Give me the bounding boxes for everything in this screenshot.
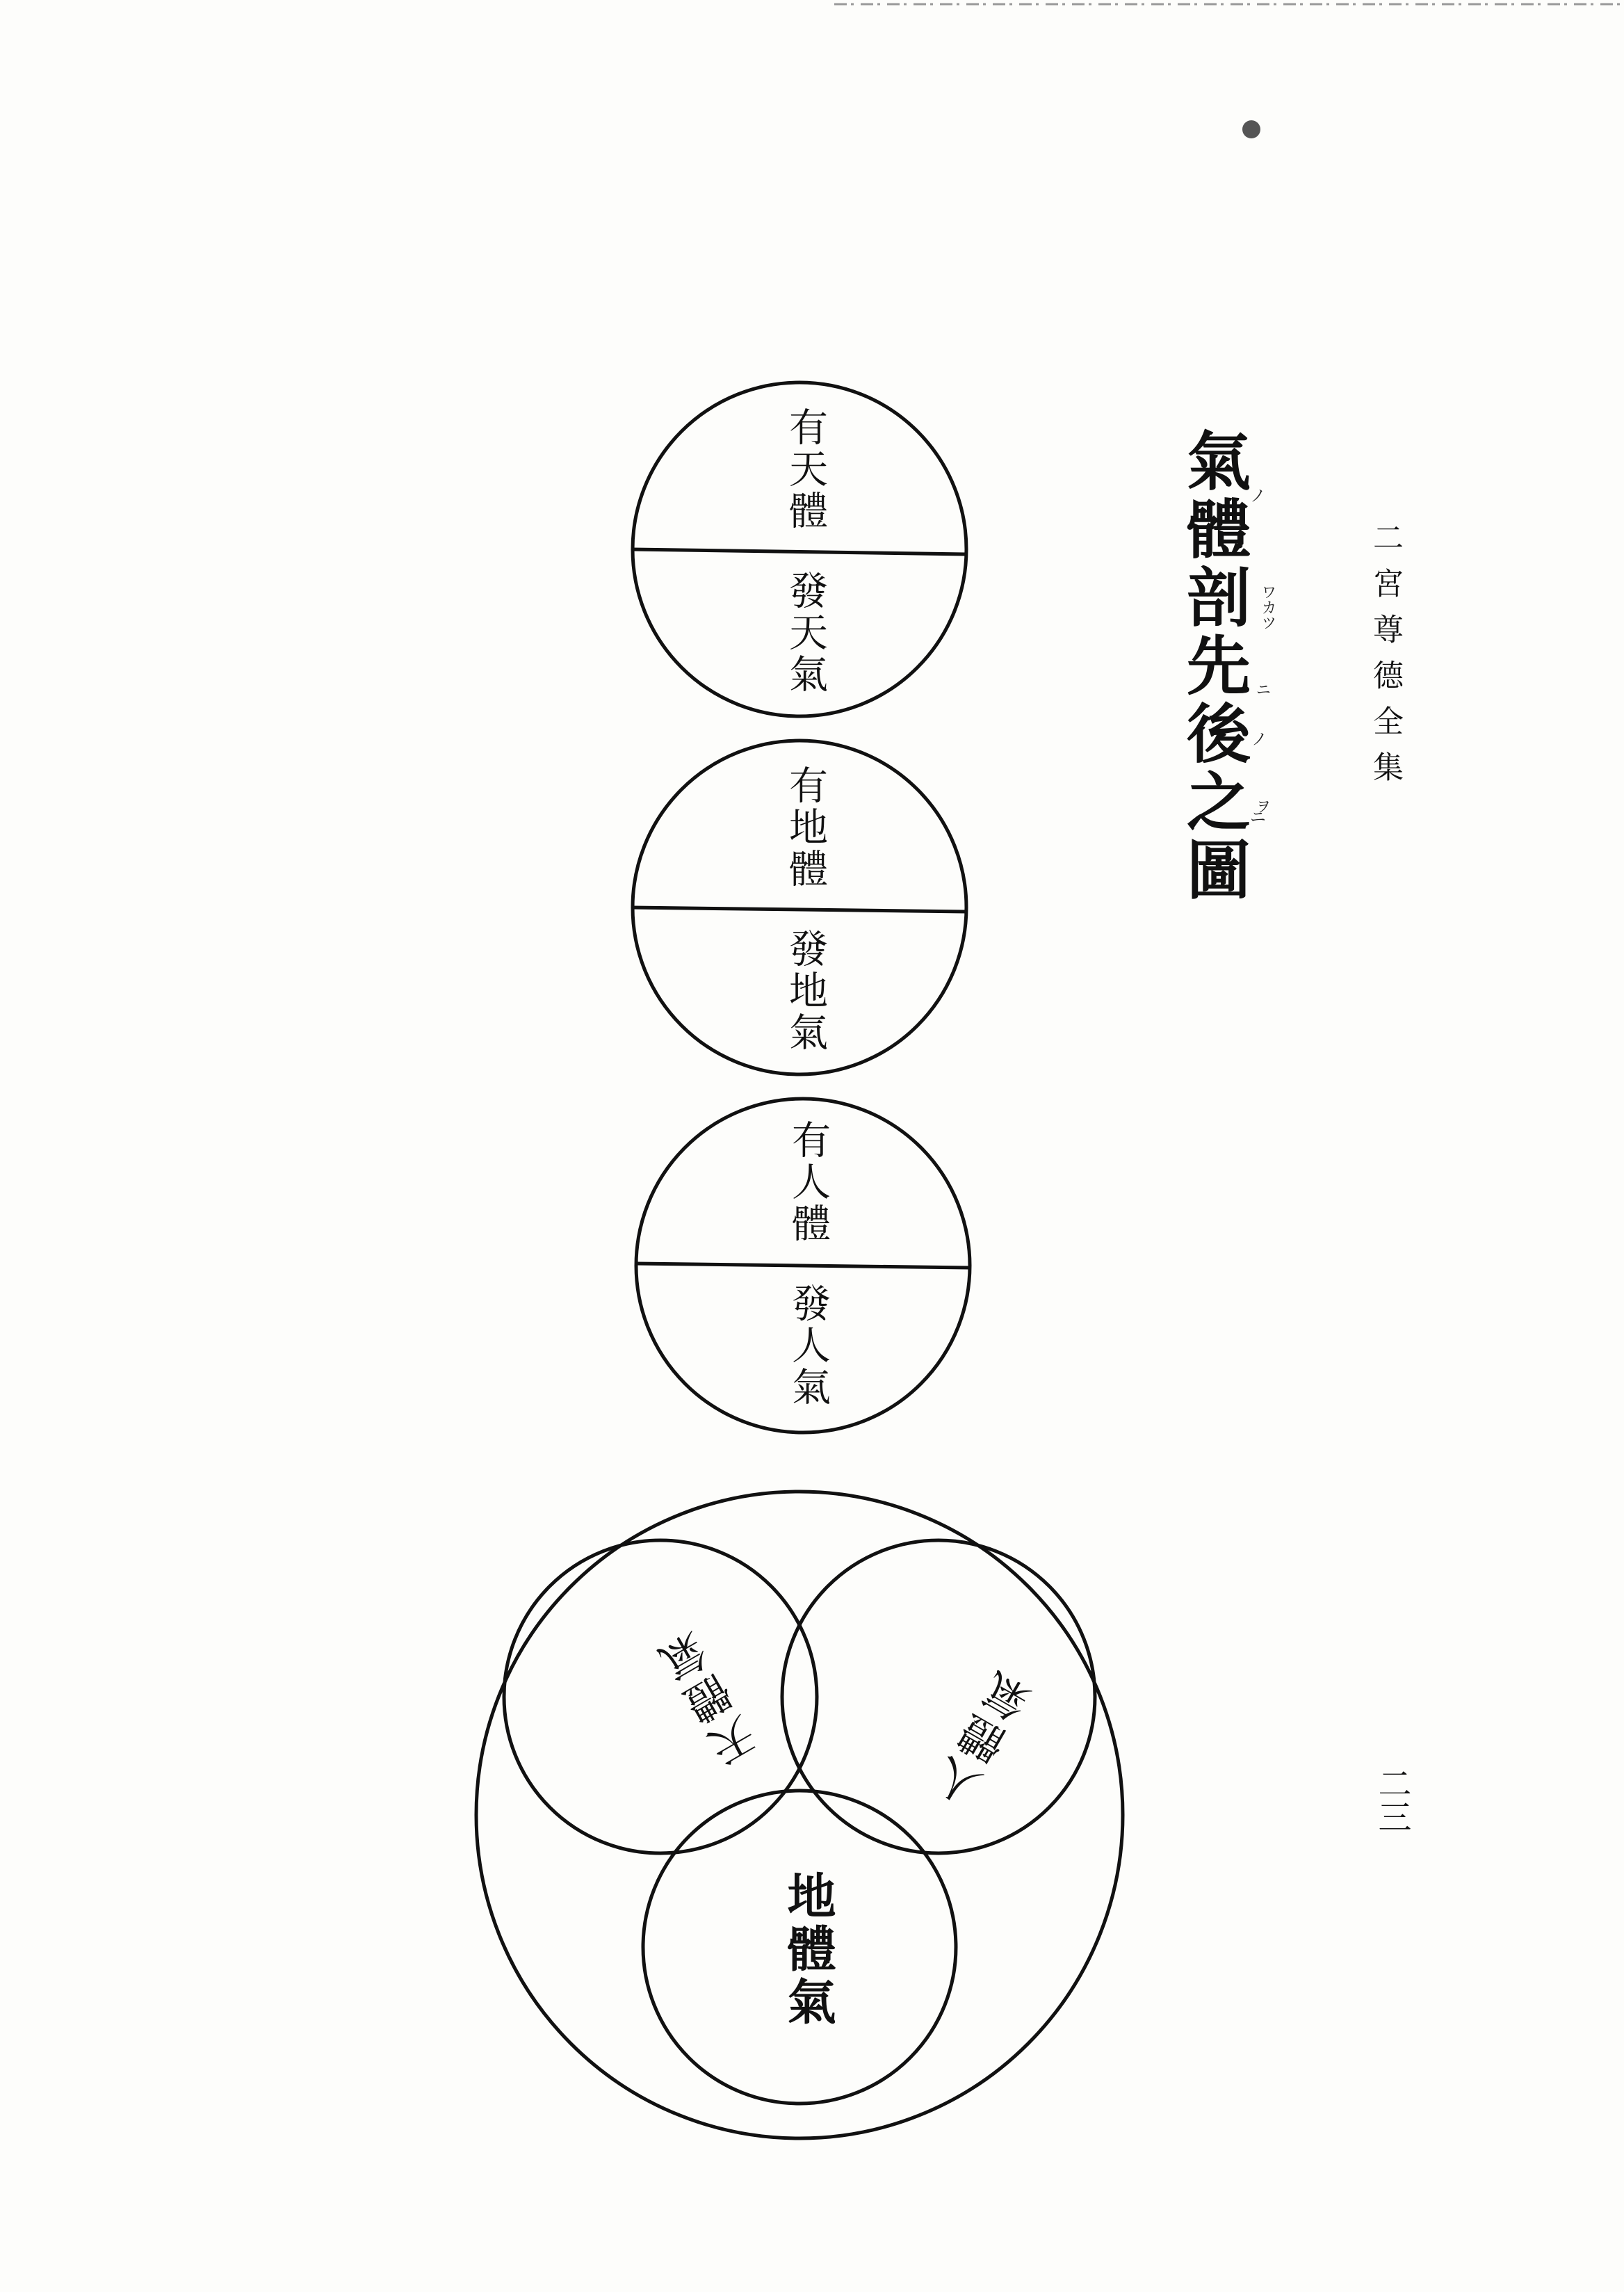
earth-lower-label: 發地氣 [783, 928, 828, 1054]
heaven-upper-label: 有天體 [783, 407, 828, 532]
earth-divider [633, 907, 966, 912]
venn-right-label: 人體氣 [927, 1663, 1045, 1816]
venn-diagram [476, 1492, 1123, 2138]
kunten-no-1: ノ [1247, 487, 1266, 503]
kunten-no-2: ノ [1248, 730, 1267, 747]
kunten-ni-2: ニ [1247, 808, 1266, 825]
venn-left-label: 天體氣 [652, 1619, 770, 1772]
heaven-lower-label: 發天氣 [783, 570, 828, 695]
heaven-divider [633, 549, 966, 554]
earth-upper-label: 有地體 [783, 765, 828, 890]
kunten-wo: ヲ [1253, 798, 1271, 814]
kunten-ni: ニ [1253, 681, 1271, 697]
human-lower-label: 發人氣 [786, 1283, 831, 1408]
book-title: 二宮尊德全集 [1367, 522, 1403, 797]
diagram-title: 氣體剖先後之圖 [1176, 428, 1251, 905]
human-upper-label: 有人體 [786, 1120, 831, 1245]
page-number: 二三 [1372, 1766, 1411, 1833]
outer-circle [476, 1492, 1123, 2138]
venn-bottom-label: 地體氣 [779, 1871, 837, 2029]
ink-spot [1242, 120, 1260, 138]
human-divider [636, 1264, 970, 1268]
furigana-wakatsu: ワカツ [1259, 584, 1276, 630]
